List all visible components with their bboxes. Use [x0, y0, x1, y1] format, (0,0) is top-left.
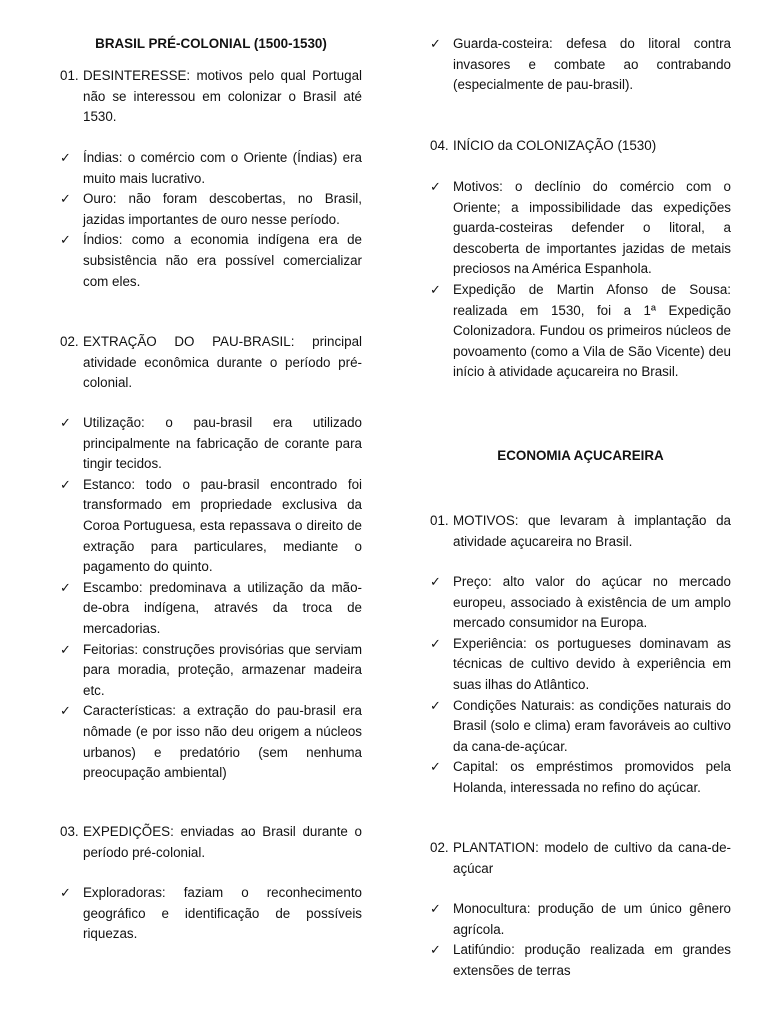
list-item: ✓ Guarda-costeira: defesa do litoral contra invasores e combate ao contrabando (especialmente de pau-brasil).: [430, 34, 731, 96]
checklist-motivos: [430, 572, 731, 799]
section-heading: [60, 332, 362, 394]
checkmark-icon: ✓: [60, 703, 71, 719]
checkmark-icon: ✓: [430, 574, 441, 589]
checkmark-icon: ✓: [60, 885, 71, 900]
list-item: ✓ Ouro: não foram descobertas, no Brasil, jazidas importantes de ouro nesse período.: [60, 189, 362, 230]
section-heading: [430, 511, 731, 552]
checklist-extracao: [60, 413, 362, 784]
list-item: ✓ Escambo: predominava a utilização da mão-de-obra indígena, através da troca de mercadorias.: [60, 578, 362, 640]
section-inicio-colonizacao: [430, 136, 731, 157]
section-title-economia: ECONOMIA AÇUCAREIRA: [497, 448, 664, 463]
section-text: EXTRAÇÃO DO PAU-BRASIL: principal atividade econômica durante o período pré-colonial.: [83, 334, 362, 391]
checkmark-icon: ✓: [60, 579, 71, 595]
list-item: ✓ Latifúndio: produção realizada em grandes extensões de terras: [430, 940, 731, 981]
checkmark-icon: ✓: [60, 641, 71, 657]
section-text: EXPEDIÇÕES: enviadas ao Brasil durante o período pré-colonial.: [83, 824, 362, 860]
list-item: ✓ Exploradoras: faziam o reconhecimento geográfico e identificação de possíveis riquezas.: [60, 883, 362, 945]
list-item: ✓ Índios: como a economia indígena era de subsistência não era possível comercializar com eles.: [60, 230, 362, 292]
section-number: 01.: [60, 68, 79, 83]
checkmark-icon: ✓: [60, 476, 71, 492]
checklist-plantation: [430, 899, 731, 981]
checkmark-icon: ✓: [60, 150, 71, 165]
list-item: ✓ Monocultura: produção de um único gênero agrícola.: [430, 899, 731, 940]
checklist-inicio-colonizacao: [430, 177, 731, 383]
list-item: ✓ Motivos: o declínio do comércio com o Oriente; a impossibilidade das expedições guarda-costeiras defender o litoral, a descoberta de importantes jazidas de metais preciosos na América Espanhola.: [430, 177, 731, 280]
list-item: ✓ Características: a extração do pau-brasil era nômade (e por isso não deu origem a núcleos urbanos) e predatório (sem nenhuma preocupação ambiental): [60, 701, 362, 783]
checklist-expedicoes-continued: [430, 34, 731, 96]
list-item: ✓ Utilização: o pau-brasil era utilizado principalmente na fabricação de corante para tingir tecidos.: [60, 413, 362, 475]
section-text: DESINTERESSE: motivos pelo qual Portugal não se interessou em colonizar o Brasil até 1530.: [83, 68, 362, 125]
list-item: ✓ Experiência: os portugueses dominavam as técnicas de cultivo devido à experiência em suas ilhas do Atlântico.: [430, 634, 731, 696]
section-heading: [430, 136, 731, 157]
section-extracao: [60, 332, 362, 394]
section-text: PLANTATION: modelo de cultivo da cana-de-açúcar: [453, 840, 731, 876]
section-heading: [60, 66, 362, 128]
section-motivos: [430, 511, 731, 552]
checkmark-icon: ✓: [430, 942, 441, 958]
section-number: 02.: [60, 334, 79, 349]
list-item: ✓ Feitorias: construções provisórias que serviam para moradia, proteção, armazenar madeira etc.: [60, 640, 362, 702]
section-text: INÍCIO da COLONIZAÇÃO (1530): [453, 138, 657, 153]
checkmark-icon: ✓: [430, 281, 441, 297]
checkmark-icon: ✓: [430, 901, 441, 916]
section-expedicoes: [60, 822, 362, 863]
list-item: ✓ Expedição de Martin Afonso de Sousa: realizada em 1530, foi a 1ª Expedição Colonizadora. Fundou os primeiros núcleos de povoamento (como a Vila de São Vicente) deu início à atividade açucareira no Brasil.: [430, 280, 731, 383]
list-item: ✓ Preço: alto valor do açúcar no mercado europeu, associado à existência de um amplo mercado consumidor na Europa.: [430, 572, 731, 634]
list-item: ✓ Condições Naturais: as condições naturais do Brasil (solo e clima) eram favoráveis ao cultivo da cana-de-açúcar.: [430, 696, 731, 758]
checkmark-icon: ✓: [430, 759, 441, 775]
checkmark-icon: ✓: [430, 635, 441, 651]
section-heading: [430, 838, 731, 879]
section-number: 01.: [430, 513, 449, 528]
checklist-expedicoes: [60, 883, 362, 945]
checkmark-icon: ✓: [60, 232, 71, 248]
section-number: 04.: [430, 138, 449, 153]
list-item: ✓ Estanco: todo o pau-brasil encontrado foi transformado em propriedade exclusiva da Coroa Portuguesa, esta repassava o direito de extração para particulares, mediante o pagamento do quinto.: [60, 475, 362, 578]
list-item: ✓ Índias: o comércio com o Oriente (Índias) era muito mais lucrativo.: [60, 148, 362, 189]
checkmark-icon: ✓: [60, 415, 71, 430]
section-desinteresse: [60, 66, 362, 128]
section-plantation: [430, 838, 731, 879]
checkmark-icon: ✓: [60, 191, 71, 207]
section-number: 03.: [60, 824, 79, 839]
checklist-desinteresse: [60, 148, 362, 292]
checkmark-icon: ✓: [430, 697, 441, 713]
section-heading: [60, 822, 362, 863]
section-text: MOTIVOS: que levaram à implantação da atividade açucareira no Brasil.: [453, 513, 731, 549]
checkmark-icon: ✓: [430, 179, 441, 194]
list-item: ✓ Capital: os empréstimos promovidos pela Holanda, interessada no refino do açúcar.: [430, 757, 731, 798]
checkmark-icon: ✓: [430, 36, 441, 51]
page-title: BRASIL PRÉ-COLONIAL (1500-1530): [95, 36, 327, 51]
section-number: 02.: [430, 840, 449, 855]
